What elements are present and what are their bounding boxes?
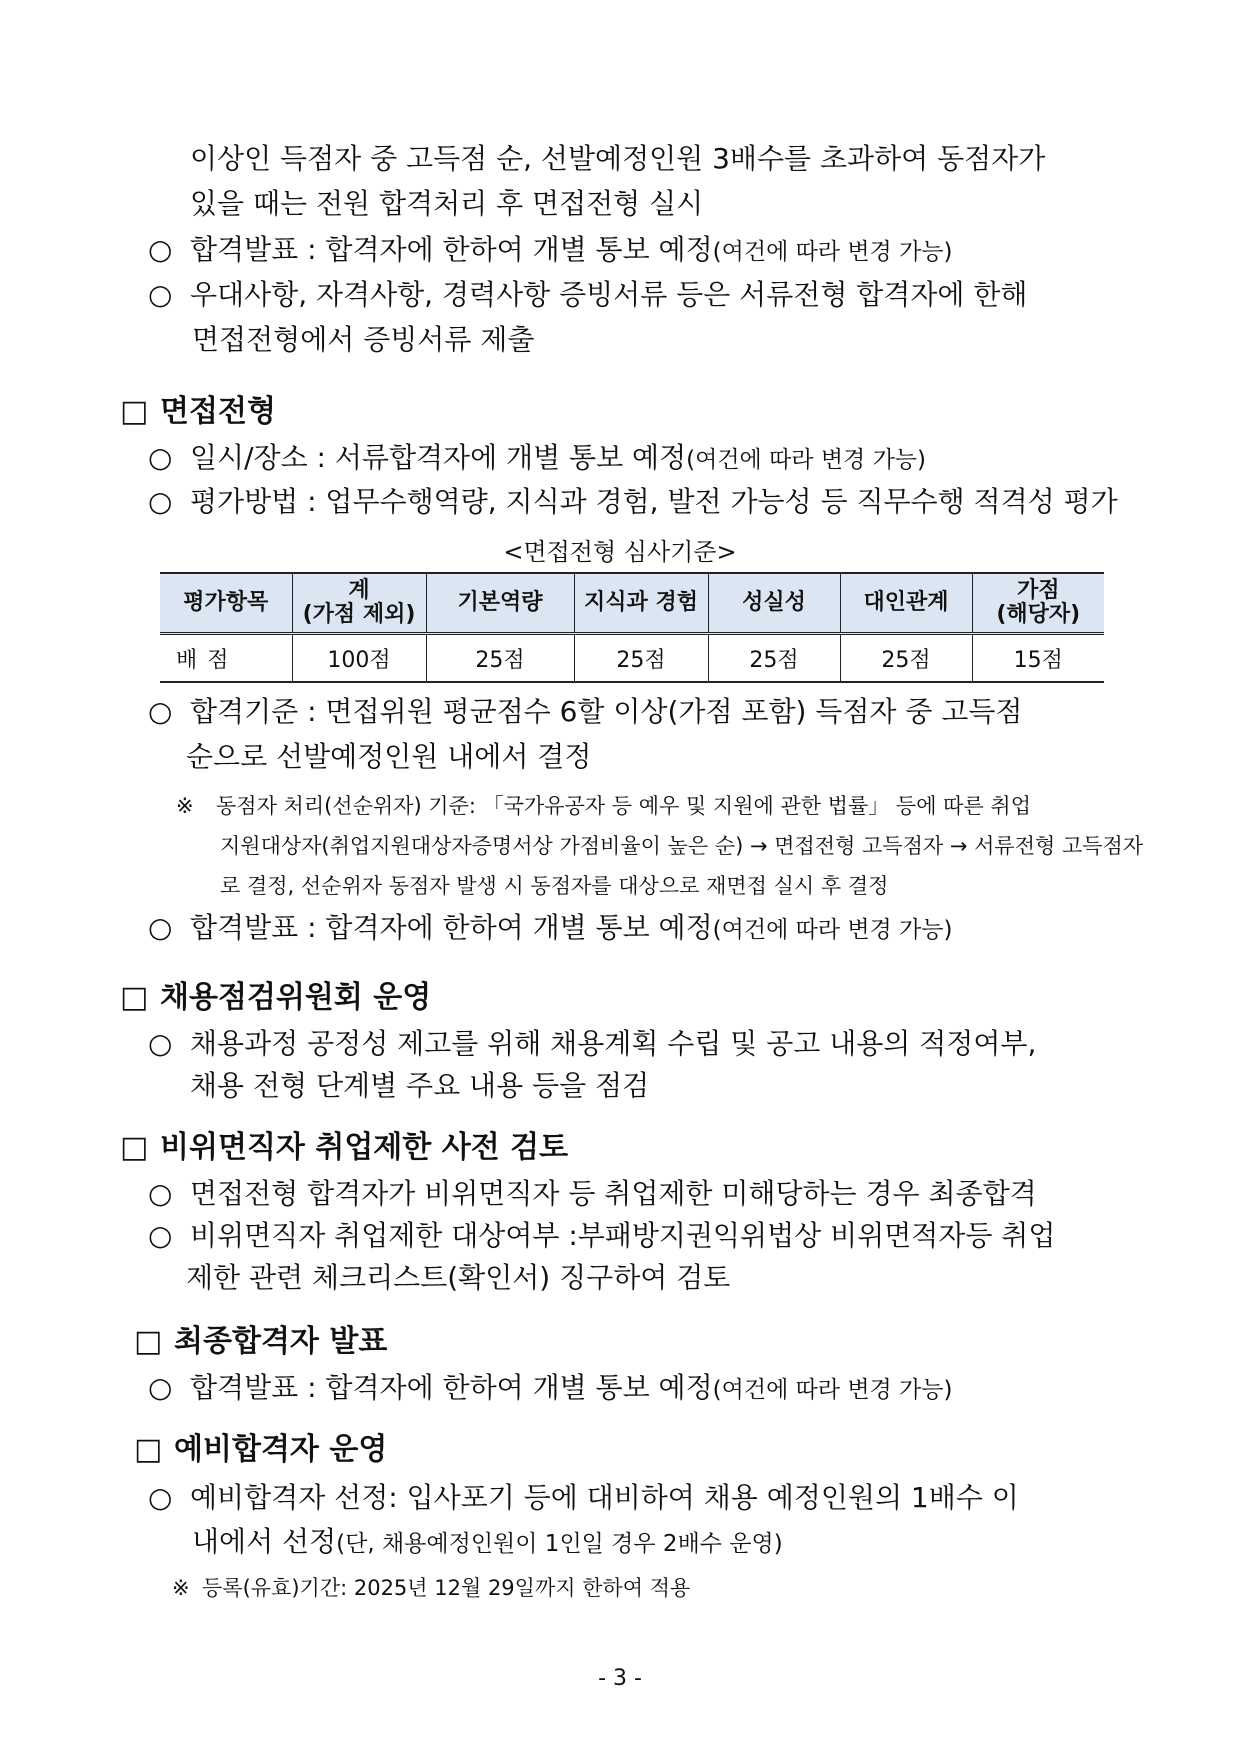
header-sincerity: 성실성 xyxy=(708,573,840,634)
header-relations: 대인관계 xyxy=(840,573,972,634)
doc-announce-paren: (여건에 따라 변경 가능) xyxy=(712,239,953,265)
reserve-line-2 xyxy=(192,1524,783,1562)
final-heading xyxy=(134,1324,387,1360)
cell-sincerity: 25점 xyxy=(708,634,840,683)
circle-bullet-icon: ○ xyxy=(148,485,173,518)
header-total-sub: (가점 제외) xyxy=(302,602,416,627)
circle-bullet-icon: ○ xyxy=(148,911,173,944)
circle-bullet-icon: ○ xyxy=(148,233,173,266)
circle-bullet-icon: ○ xyxy=(148,1481,173,1514)
reserve-item xyxy=(148,1480,1019,1516)
header-bonus-sub: (해당자) xyxy=(996,602,1081,627)
note-mark-icon: ※ xyxy=(172,1576,190,1600)
pass-criteria-item xyxy=(148,694,1022,730)
cell-basic: 25점 xyxy=(426,634,574,683)
reserve-heading xyxy=(134,1432,387,1468)
doc-evidence-item xyxy=(148,277,1027,313)
interview-heading xyxy=(120,394,276,430)
final-heading-text: 최종합격자 발표 xyxy=(174,1324,388,1359)
pass-criteria-text: 합격기준 : 면접위원 평균점수 6할 이상(가점 포함) 득점자 중 고득점 xyxy=(190,695,1023,728)
restriction-text-1: 면접전형 합격자가 비위면직자 등 취업제한 미해당하는 경우 최종합격 xyxy=(190,1177,1037,1210)
interview-announce-text: 합격발표 : 합격자에 한하여 개별 통보 예정 xyxy=(190,911,713,944)
interview-heading-text: 면접전형 xyxy=(160,394,276,429)
checkbox-square-icon: □ xyxy=(120,394,149,429)
checkbox-square-icon: □ xyxy=(120,980,149,1015)
cell-relations: 25점 xyxy=(840,634,972,683)
interview-method-text: 평가방법 : 업무수행역량, 지식과 경험, 발전 가능성 등 직무수행 적격성 평가 xyxy=(190,485,1118,518)
checkbox-square-icon: □ xyxy=(134,1432,163,1467)
tie-note-text: 동점자 처리(선순위자) 기준: 「국가유공자 등 예우 및 지원에 관한 법률」 등에 따른 취업 xyxy=(216,794,1031,818)
final-announce-paren: (여건에 따라 변경 가능) xyxy=(712,1377,953,1403)
checkbox-square-icon: □ xyxy=(120,1130,149,1165)
circle-bullet-icon: ○ xyxy=(148,695,173,728)
table-caption: <면접전형 심사기준> xyxy=(503,538,737,566)
doc-announce-text: 합격발표 : 합격자에 한하여 개별 통보 예정 xyxy=(190,233,713,266)
circle-bullet-icon: ○ xyxy=(148,1027,173,1060)
header-total xyxy=(292,573,426,634)
interview-schedule-item xyxy=(148,440,926,478)
doc-evidence-line-2: 면접전형에서 증빙서류 제출 xyxy=(192,323,535,356)
doc-announce-item xyxy=(148,232,953,270)
doc-evidence-text: 우대사항, 자격사항, 경력사항 증빙서류 등은 서류전형 합격자에 한해 xyxy=(190,278,1028,311)
interview-schedule-paren: (여건에 따라 변경 가능) xyxy=(686,447,926,473)
circle-bullet-icon: ○ xyxy=(148,441,173,474)
table-row xyxy=(160,634,1104,683)
continuation-line-2: 있을 때는 전원 합격처리 후 면접전형 실시 xyxy=(190,187,704,220)
committee-heading xyxy=(120,980,431,1016)
cell-bonus: 15점 xyxy=(972,634,1104,683)
circle-bullet-icon: ○ xyxy=(148,1371,173,1404)
final-announce-item xyxy=(148,1370,953,1408)
committee-text: 채용과정 공정성 제고를 위해 채용계획 수립 및 공고 내용의 적정여부, xyxy=(190,1027,1037,1060)
reserve-text: 예비합격자 선정: 입사포기 등에 대비하여 채용 예정인원의 1배수 이 xyxy=(190,1481,1019,1514)
table-header-row xyxy=(160,573,1104,634)
tie-note xyxy=(176,788,1031,824)
interview-announce-item xyxy=(148,910,953,948)
interview-method-item xyxy=(148,484,1118,520)
note-mark-icon: ※ xyxy=(176,794,194,818)
circle-bullet-icon: ○ xyxy=(148,1219,173,1252)
tie-note-line-2: 지원대상자(취업지원대상자증명서상 가점비율이 높은 순) → 면접전형 고득점자 → 서류전형 고득점자 xyxy=(220,834,1144,858)
header-bonus xyxy=(972,573,1104,634)
reserve-heading-text: 예비합격자 운영 xyxy=(174,1432,388,1467)
restriction-heading-text: 비위면직자 취업제한 사전 검토 xyxy=(160,1130,569,1165)
continuation-line-1: 이상인 득점자 중 고득점 순, 선발예정인원 3배수를 초과하여 동점자가 xyxy=(190,142,1046,175)
header-knowledge: 지식과 경험 xyxy=(574,573,708,634)
committee-item xyxy=(148,1026,1036,1062)
reserve-note-text: 등록(유효)기간: 2025년 12월 29일까지 한하여 적용 xyxy=(202,1576,691,1600)
interview-criteria-table xyxy=(160,572,1104,683)
pass-criteria-line-2: 순으로 선발예정인원 내에서 결정 xyxy=(186,740,592,773)
restriction-text-2: 비위면직자 취업제한 대상여부 :부패방지권익위법상 비위면적자등 취업 xyxy=(190,1219,1056,1252)
circle-bullet-icon: ○ xyxy=(148,1177,173,1210)
reserve-line-2-paren: (단, 채용예정인원이 1인일 경우 2배수 운영) xyxy=(336,1531,783,1557)
cell-total: 100점 xyxy=(292,634,426,683)
restriction-item-2 xyxy=(148,1218,1055,1254)
header-basic: 기본역량 xyxy=(426,573,574,634)
page-number: - 3 - xyxy=(598,1666,642,1691)
committee-line-2: 채용 전형 단계별 주요 내용 등을 점검 xyxy=(190,1069,650,1102)
header-total-main: 계 xyxy=(348,578,370,603)
row-label: 배점 xyxy=(160,634,292,683)
cell-knowledge: 25점 xyxy=(574,634,708,683)
header-bonus-main: 가점 xyxy=(1016,578,1060,603)
committee-heading-text: 채용점검위원회 운영 xyxy=(160,980,432,1015)
final-announce-text: 합격발표 : 합격자에 한하여 개별 통보 예정 xyxy=(190,1371,713,1404)
circle-bullet-icon: ○ xyxy=(148,278,173,311)
restriction-line-3: 제한 관련 체크리스트(확인서) 징구하여 검토 xyxy=(186,1261,731,1294)
interview-announce-paren: (여건에 따라 변경 가능) xyxy=(712,917,953,943)
reserve-line-2-text: 내에서 선정 xyxy=(192,1525,337,1558)
interview-schedule-text: 일시/장소 : 서류합격자에 개별 통보 예정 xyxy=(190,441,687,474)
reserve-note xyxy=(172,1570,690,1606)
restriction-heading xyxy=(120,1130,568,1166)
checkbox-square-icon: □ xyxy=(134,1324,163,1359)
header-category: 평가항목 xyxy=(160,573,292,634)
restriction-item-1 xyxy=(148,1176,1037,1212)
tie-note-line-3: 로 결정, 선순위자 동점자 발생 시 동점자를 대상으로 재면접 실시 후 결정 xyxy=(220,874,889,898)
